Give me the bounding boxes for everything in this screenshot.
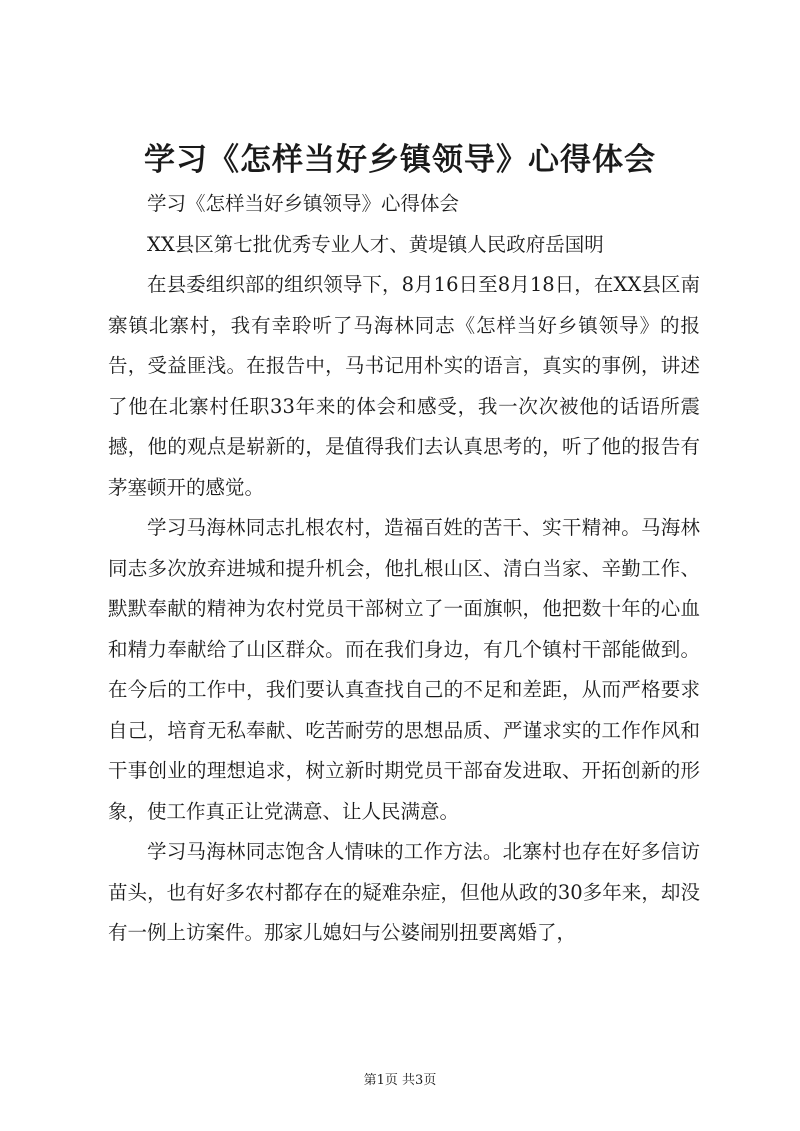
page-number: 第1页 共3页 — [363, 1073, 437, 1088]
author-line: XX县区第七批优秀专业人才、黄堤镇人民政府岳国明 — [147, 232, 604, 256]
paragraph: 学习马海林同志扎根农村，造福百姓的苦干、实干精神。马海林同志多次放弃进城和提升机会，他扎根山区、清白当家、辛勤工作、默默奉献的精神为农村党员干部树立了一面旗帜，他把数十年的心血和精力奉献给了山区群众。而在我们身边，有几个镇村干部能做到。在今后的工作中，我们要认真查找自己的不足和差距，从而严格要求自己，培育无私奉献、吃苦耐劳的思想品质、严谨求实的工作作风和干事创业的理想追求，树立新时期党员干部奋发进取、开拓创新的形象，使工作真正让党满意、让人民满意。 — [108, 516, 700, 823]
page-title: 学习《怎样当好乡镇领导》心得体会 — [144, 142, 656, 178]
subtitle-line: 学习《怎样当好乡镇领导》心得体会 — [147, 192, 460, 215]
paragraph: 在县委组织部的组织领导下，8月16日至8月18日，在XX县区南寨镇北寨村，我有幸聆听了马海林同志《怎样当好乡镇领导》的报告，受益匪浅。在报告中，马书记用朴实的语言，真实的事例，讲述了他在北寨村任职33年来的体会和感受，我一次次被他的话语所震撼，他的观点是崭新的，是值得我们去认真思考的，听了他的报告有茅塞顿开的感觉。 — [108, 273, 700, 499]
paragraph: 学习马海林同志饱含人情味的工作方法。北寨村也存在好多信访苗头，也有好多农村都存在的疑难杂症，但他从政的30多年来，却没有一例上访案件。那家儿媳妇与公婆闹别扭要离婚了， — [108, 840, 700, 944]
page-footer — [0, 1072, 800, 1090]
document-body — [108, 184, 700, 954]
